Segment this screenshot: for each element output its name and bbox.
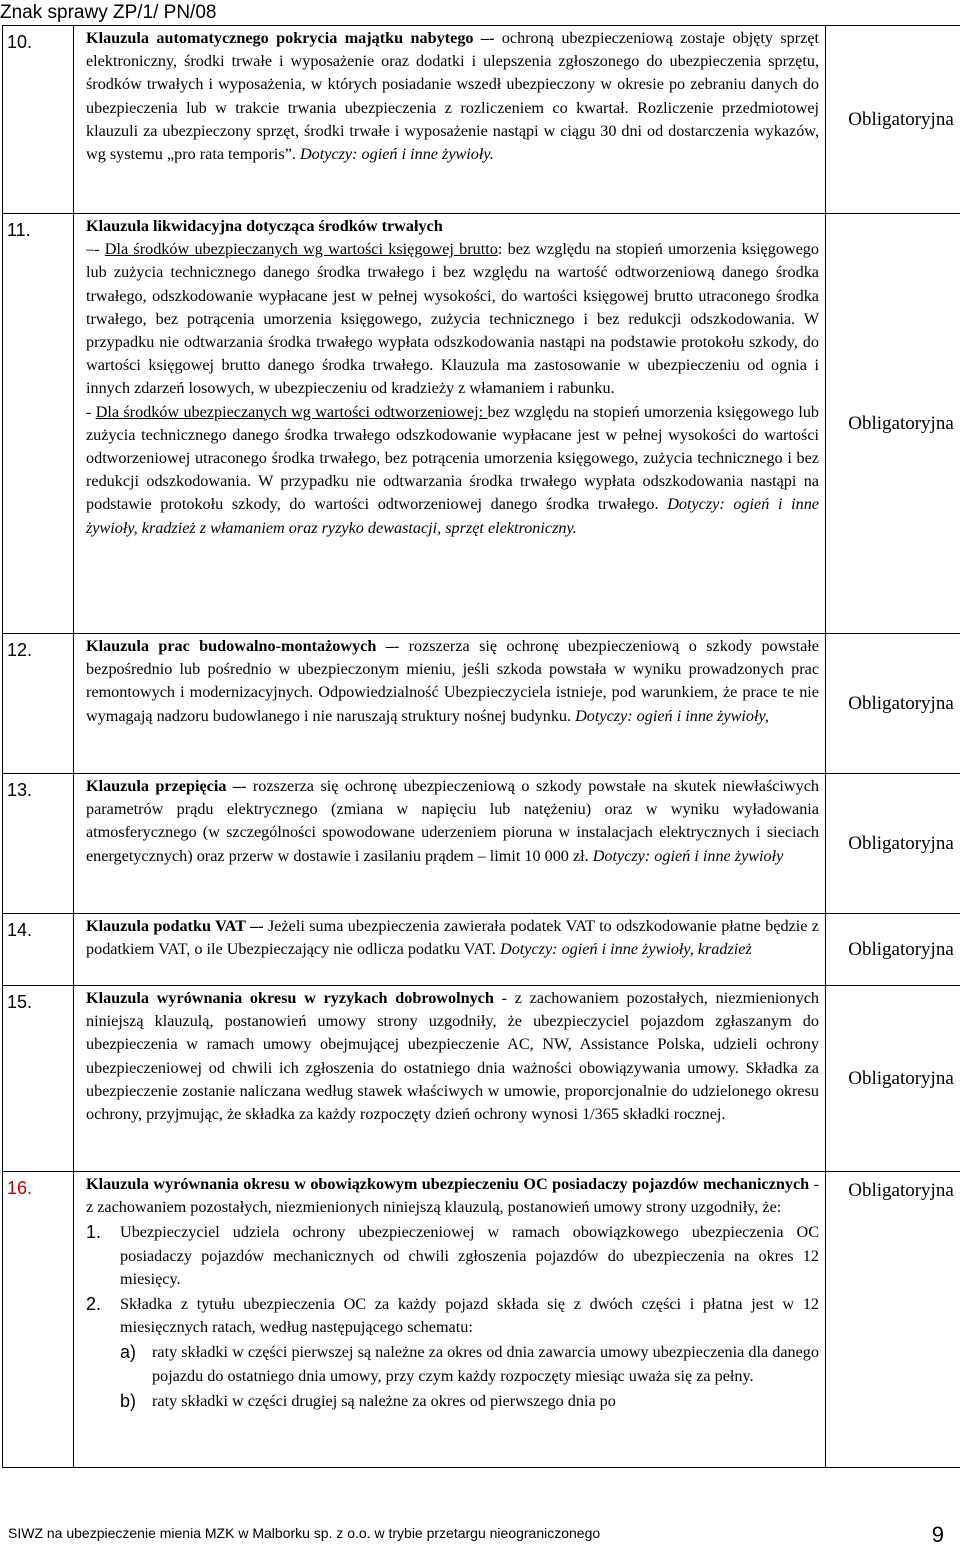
clause-status: Obligatoryjna [826,214,960,634]
sub-list-item [120,1390,819,1413]
clause-number: 14. [3,914,74,986]
clause-status: Obligatoryjna [826,26,960,214]
clause-number: 12. [3,634,74,774]
sub-list-item-text: raty składki w części drugiej są należne za okres od pierwszego dnia po [152,1391,616,1410]
page-number: 9 [931,1522,944,1547]
clause-text: - z zachowaniem pozostałych, niezmienionych niniejszą klauzulą, postanowień umowy strony uzgodniły, że ubezpieczyciel pojazdom zgłaszanym do ubezpieczenia w ramach umowy obejmującej ubezpieczenie AC, NW, Assistance Polska, udzieli ochrony ubezpieczeniowej od chwili ich zgłoszenia do ostatniego dnia ważności obowiązywania umowy. Składka za ubezpieczenie zostanie naliczana według stawek właściwych w umowie, proporcjonalnie do udzielonego okresu ochrony, przyjmując, że składka za każdy rozpoczęty dzień ochrony wynosi 1/365 składki rocznej. [86,989,819,1124]
clause-row [3,914,960,986]
clause-title: Klauzula wyrównania okresu w obowiązkowym ubezpieczeniu OC posiadaczy pojazdów mechanicznych [86,1175,810,1193]
clause-body [74,634,826,774]
list-item [86,1293,819,1339]
clause-title: Klauzula wyrównania okresu w ryzykach dobrowolnych [86,989,494,1007]
clause-body [74,214,826,634]
clause-number: 15. [3,986,74,1172]
clause-title: Klauzula przepięcia –- [86,777,247,795]
clause-body [74,26,826,214]
sub-list-item-label: a) [120,1342,137,1363]
clause-applies: Dotyczy: ogień i inne żywioły, kradzież z włamaniem oraz ryzyko dewastacji, sprzęt elektroniczny. [86,495,819,537]
clause-applies: Dotyczy: ogień i inne żywioły [592,846,784,865]
footer-text: SIWZ na ubezpieczenie mienia MZK w Malborku sp. z o.o. w trybie przetargu nieograniczonego [8,1525,601,1541]
clause-status: Obligatoryjna [826,774,960,914]
clause-prefix: - [86,402,96,421]
sub-list-item-text: raty składki w części pierwszej są należne za okres od dnia zawarcia umowy ubezpieczenia dla danego pojazdu do ostatniego dnia umowy, przy czym każdy rozpoczęty miesiąc uważa się za pełny. [152,1343,819,1385]
clause-number: 10. [3,26,74,214]
clause-number: 16. [3,1172,74,1468]
clause-text: Jeżeli suma ubezpieczenia zawierała podatek VAT to odszkodowanie płatne będzie z podatkiem VAT, o ile Ubezpieczający nie odlicza podatku VAT. [86,917,819,959]
clause-row [3,774,960,914]
clause-number: 13. [3,774,74,914]
clause-paragraph [86,238,819,400]
sub-list-item [120,1341,819,1387]
clause-body [74,986,826,1172]
case-reference: Znak sprawy ZP/1/ PN/08 [0,2,217,23]
clause-status: Obligatoryjna [826,986,960,1172]
clause-row [3,26,960,214]
clause-number: 11. [3,214,74,634]
clause-title: Klauzula podatku VAT –- [86,917,264,935]
clause-underlined: Dla środków ubezpieczanych wg wartości księgowej brutto [104,240,498,259]
clause-text: rozszerza się ochronę ubezpieczeniową o szkody powstałe bezpośrednio lub pośrednio w ubezpieczonym mieniu, jeśli szkoda powstała w wyniku prowadzonych prac remontowych i modernizacyjnych. Odpowiedzialność Ubezpieczyciela istnieje, pod warunkiem, że prace te nie wymagają nadzoru budowlanego i nie naruszają struktury nośnej budynku. [86,637,819,725]
clause-row [3,986,960,1172]
clause-text: bez względu na stopień umorzenia księgowego lub zużycia technicznego danego środka trwałego odszkodowanie wypłacane jest w pełnej wysokości do wartości odtworzeniowej utraconego środka trwałego, bez potrącenia umorzenia księgowego, zużycia technicznego i bez redukcji odszkodowania. W przypadku nie odtwarzania środka trwałego wypłata odszkodowania nastąpi na podstawie protokołu szkody, do wartości odtworzeniowej danego środka trwałego. [86,402,820,514]
clause-text: - z zachowaniem pozostałych, niezmienionych niniejszą klauzulą, postanowień umowy strony uzgodniły, że: [86,1175,820,1217]
clause-row [3,214,960,634]
list-item-text: Składka z tytułu ubezpieczenia OC za każdy pojazd składa się z dwóch części i płatna jest w 12 miesięcznych ratach, według następującego schematu: [120,1295,819,1337]
clause-body [74,914,826,986]
clause-body [74,774,826,914]
list-item-text: Ubezpieczyciel udziela ochrony ubezpieczeniowej w ramach obowiązkowego ubezpieczenia OC posiadaczy pojazdów mechanicznych od chwili zgłoszenia pojazdów do ubezpieczenia na okres 12 miesięcy. [120,1223,819,1288]
clause-text: : bez względu na stopień umorzenia księgowego lub zużycia technicznego danego środka trwałego i bez względu na wartość odtworzeniową danego środka trwałego, odszkodowanie wypłacane jest w pełnej wysokości, do wartości księgowej brutto utraconego środka trwałego, bez potrącenia umorzenia księgowego, zużycia technicznego i bez redukcji odszkodowania. W przypadku nie odtwarzania środka trwałego wypłata odszkodowania nastąpi na podstawie protokołu szkody, do wartości księgowej brutto danego środka trwałego. Klauzula ma zastosowanie w ubezpieczeniu od ognia i innych zdarzeń losowych, w ubezpieczeniu od kradzieży z włamaniem i rabunku. [86,240,819,398]
clause-text: ochroną ubezpieczeniową zostaje objęty sprzęt elektroniczny, środki trwałe i wyposażenie oraz dodatki i ulepszenia zgłoszonego do ubezpieczenia sprzętu, środków trwałych i wyposażenia, w których posiadanie wszedł ubezpieczony w okresie po zebraniu danych do ubezpieczenia lub w trakcie trwania ubezpieczenia z rozliczeniem co kwartał. Rozliczenie przedmiotowej klauzuli za ubezpieczony sprzęt, środki trwałe i wyposażenie nastąpi w ciągu 30 dni od dostarczenia wykazów, wg systemu „pro rata temporis”. [86,29,820,164]
clause-text: rozszerza się ochronę ubezpieczeniową o szkody powstałe na skutek niewłaściwych parametrów prądu elektrycznego (zmiana w napięciu lub natężeniu) oraz w wyniku wyładowania atmosferycznego (w szczególności spowodowane uderzeniem pioruna w instalacjach elektrycznych i sieciach energetycznych) oraz przerw w dostawie i zasilaniu prądem – limit 10 000 zł. [86,777,819,865]
clause-applies: Dotyczy: ogień i inne żywioły. [299,145,494,164]
list-item-label: 1. [86,1222,102,1243]
clause-status: Obligatoryjna [826,914,960,986]
list-item-label: 2. [86,1294,102,1315]
clause-title: Klauzula prac budowalno-montażowych –- [86,637,400,655]
clause-paragraph [86,401,819,540]
clause-body [74,1172,826,1468]
clause-applies: Dotyczy: ogień i inne żywioły, [575,706,769,725]
sub-list-item-label: b) [120,1390,137,1411]
clauses-table [2,25,960,1468]
clause-underlined: Dla środków ubezpieczanych wg wartości odtworzeniowej: [95,402,488,421]
clause-row [3,1172,960,1468]
clause-prefix: –- [86,240,105,259]
clause-status: Obligatoryjna [826,634,960,774]
clause-applies: Dotyczy: ogień i inne żywioły, kradzież [500,940,752,959]
clause-row [3,634,960,774]
clause-status: Obligatoryjna [826,1172,960,1468]
list-item [86,1221,819,1291]
clause-title: Klauzula automatycznego pokrycia majątku nabytego –- [86,29,495,47]
clause-title: Klauzula likwidacyjna dotycząca środków trwałych [86,217,443,235]
clause-intro [86,1173,819,1219]
